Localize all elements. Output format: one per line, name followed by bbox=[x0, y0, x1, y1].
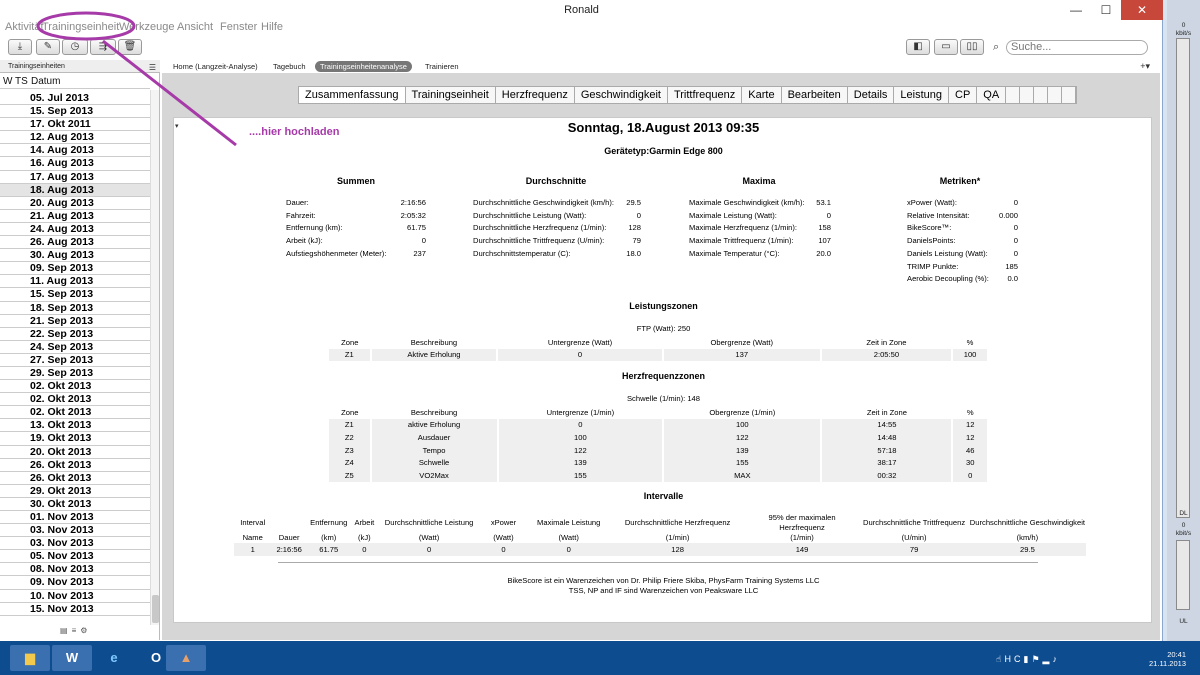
nm-mid-unit: kbit/s bbox=[1175, 530, 1192, 537]
metric-value: 0 bbox=[1013, 223, 1018, 233]
outlook-icon[interactable]: O bbox=[150, 650, 162, 665]
zone-header: Zone bbox=[341, 407, 359, 417]
ride-list-item[interactable]: 17. Aug 2013 bbox=[0, 171, 150, 184]
ride-list-item[interactable]: 29. Sep 2013 bbox=[0, 367, 150, 380]
volume-icon[interactable]: ♪ bbox=[1052, 654, 1060, 664]
ride-list bbox=[0, 92, 150, 616]
zone-cell: 122 bbox=[498, 444, 664, 457]
zone-header: Untergrenze (Watt) bbox=[547, 337, 613, 347]
zone-cell: 38:17 bbox=[821, 456, 952, 469]
ride-list-item[interactable]: 30. Okt 2013 bbox=[0, 498, 150, 511]
interval-cell: 0 bbox=[527, 543, 611, 556]
summen-row bbox=[286, 210, 426, 223]
tab-empty[interactable] bbox=[1048, 87, 1062, 103]
table-row bbox=[329, 469, 988, 482]
menu-werkzeuge[interactable]: Werkzeuge bbox=[119, 21, 175, 33]
menu-fenster[interactable]: Fenster bbox=[220, 21, 258, 33]
interval-header: (kJ) bbox=[358, 533, 371, 542]
metric-label: Maximale Geschwindigkeit (km/h): bbox=[689, 198, 805, 207]
metric-label: Dauer: bbox=[286, 198, 309, 207]
metric-value: 53.1 bbox=[816, 198, 831, 207]
close-button[interactable]: ✕ bbox=[1121, 0, 1163, 20]
menu-trainingseinheit[interactable]: Trainingseinheit bbox=[42, 21, 120, 33]
power-zones-table bbox=[329, 336, 989, 361]
tab-trainingseinheit[interactable]: Trainingseinheit bbox=[406, 87, 496, 103]
tab-analyse[interactable]: Trainingseinheitenanalyse bbox=[315, 61, 412, 72]
maxima-row bbox=[689, 235, 831, 248]
metric-label: TRIMP Punkte: bbox=[907, 261, 959, 271]
metriken-row bbox=[907, 248, 1018, 261]
ride-list-item[interactable]: 12. Aug 2013 bbox=[0, 131, 150, 144]
interval-header: 95% der maximalen Herzfrequenz bbox=[768, 513, 836, 532]
ride-list-item[interactable]: 15. Nov 2013 bbox=[0, 603, 150, 616]
ride-list-item[interactable]: 20. Aug 2013 bbox=[0, 197, 150, 210]
zone-cell: 155 bbox=[498, 469, 664, 482]
divider bbox=[278, 562, 1038, 563]
metric-label: Durchschnittliche Trittfrequenz (U/min): bbox=[473, 236, 605, 246]
search-icon: ⌕ bbox=[993, 41, 1000, 53]
zone-header: Zeit in Zone bbox=[866, 407, 907, 417]
zone-cell: Z3 bbox=[329, 444, 371, 457]
device-type: Gerätetyp:Garmin Edge 800 bbox=[604, 146, 723, 156]
ride-list-item[interactable]: 09. Sep 2013 bbox=[0, 262, 150, 275]
ride-list-item[interactable]: 20. Okt 2013 bbox=[0, 446, 150, 459]
zone-cell: 0 bbox=[952, 469, 988, 482]
maxima-row bbox=[689, 222, 831, 235]
tab-cp[interactable]: CP bbox=[949, 87, 977, 103]
zone-cell: 139 bbox=[498, 456, 664, 469]
zone-cell: Z4 bbox=[329, 456, 371, 469]
ride-list-item[interactable]: 02. Okt 2013 bbox=[0, 380, 150, 393]
ride-list-item[interactable]: 21. Aug 2013 bbox=[0, 210, 150, 223]
metric-value: 107 bbox=[818, 236, 831, 246]
table-row bbox=[329, 431, 988, 444]
metric-value: 2:16:56 bbox=[400, 198, 426, 207]
zone-cell: 14:55 bbox=[821, 419, 952, 432]
ie-icon[interactable]: e bbox=[110, 650, 118, 665]
maxima-row bbox=[689, 197, 831, 210]
summen-row bbox=[286, 197, 426, 210]
upload-meter bbox=[1176, 540, 1190, 610]
zone-cell: VO2Max bbox=[371, 469, 498, 482]
metric-value: 61.75 bbox=[406, 223, 426, 233]
split-view-icon[interactable]: ▯▯ bbox=[960, 39, 984, 55]
split-icon[interactable]: ⇶ bbox=[90, 39, 116, 55]
col-w[interactable]: W bbox=[3, 76, 13, 87]
interval-header: (Watt) bbox=[493, 533, 514, 542]
system-tray bbox=[996, 654, 1060, 665]
tab-trittfrequenz[interactable]: Trittfrequenz bbox=[668, 87, 742, 103]
metric-label: Maximale Temperatur (°C): bbox=[689, 248, 780, 258]
durchschnitte-row bbox=[473, 235, 641, 248]
metric-label: Relative Intensität: bbox=[907, 210, 970, 220]
minimize-button[interactable]: — bbox=[1070, 3, 1082, 17]
tab-qa[interactable]: QA bbox=[977, 87, 1006, 103]
maxima-row bbox=[689, 248, 831, 261]
ride-list-item[interactable]: 24. Aug 2013 bbox=[0, 223, 150, 236]
tab-empty[interactable] bbox=[1020, 87, 1034, 103]
ride-list-item[interactable]: 09. Nov 2013 bbox=[0, 576, 150, 589]
nm-mid-value: 0 bbox=[1181, 522, 1186, 529]
intervals-table bbox=[234, 513, 1086, 556]
zone-cell: 30 bbox=[952, 456, 988, 469]
summen-row bbox=[286, 222, 426, 235]
ride-list-item[interactable]: 13. Okt 2013 bbox=[0, 419, 150, 432]
zone-cell: 00:32 bbox=[821, 469, 952, 482]
interval-cell: 128 bbox=[610, 543, 744, 556]
clock[interactable] bbox=[1149, 650, 1186, 668]
zone-cell: Tempo bbox=[371, 444, 498, 457]
table-row bbox=[329, 419, 988, 432]
interval-cell: 1 bbox=[234, 543, 271, 556]
ride-list-item[interactable]: 01. Nov 2013 bbox=[0, 511, 150, 524]
zone-cell: 0 bbox=[498, 419, 664, 432]
network-icon[interactable]: ▂ bbox=[1042, 654, 1053, 664]
zone-cell: Ausdauer bbox=[371, 431, 498, 444]
summen-title: Summen bbox=[336, 176, 375, 186]
edit-icon[interactable]: ✎ bbox=[36, 39, 60, 55]
battery-icon[interactable]: ▮ bbox=[1023, 654, 1032, 664]
sidebar-scrollbar[interactable] bbox=[150, 90, 159, 625]
interval-cell: 61.75 bbox=[307, 543, 351, 556]
ride-list-item[interactable]: 26. Aug 2013 bbox=[0, 236, 150, 249]
tab-tagebuch[interactable]: Tagebuch bbox=[273, 62, 306, 71]
intervalle-title: Intervalle bbox=[643, 491, 684, 501]
tab-empty[interactable] bbox=[1034, 87, 1048, 103]
metric-value: 128 bbox=[628, 223, 641, 233]
metric-label: Aufstiegshöhenmeter (Meter): bbox=[286, 248, 387, 258]
zone-header: % bbox=[966, 407, 974, 417]
col-date[interactable]: Datum bbox=[31, 76, 61, 87]
metric-value: 0 bbox=[826, 210, 831, 220]
app-icon[interactable]: ▲ bbox=[166, 645, 206, 671]
ride-list-item[interactable]: 05. Nov 2013 bbox=[0, 550, 150, 563]
ride-list-item[interactable]: 14. Aug 2013 bbox=[0, 144, 150, 157]
metric-label: Entfernung (km): bbox=[286, 223, 343, 233]
interval-header: (U/min) bbox=[901, 533, 927, 542]
zone-header: Obergrenze (1/min) bbox=[709, 407, 776, 417]
metric-value: 0.000 bbox=[998, 210, 1018, 220]
hr-zones-table bbox=[329, 406, 989, 482]
metric-value: 237 bbox=[413, 248, 426, 258]
menu-hilfe[interactable]: Hilfe bbox=[261, 21, 284, 33]
interval-header: Maximale Leistung bbox=[537, 518, 601, 527]
metric-label: BikeScore™: bbox=[907, 223, 952, 233]
tab-empty[interactable] bbox=[1006, 87, 1020, 103]
zone-cell: 100 bbox=[663, 419, 821, 432]
zone-cell: 57:18 bbox=[821, 444, 952, 457]
annotation-arrow bbox=[103, 41, 236, 145]
collapse-icon[interactable]: ▾ bbox=[175, 123, 179, 130]
metriken-row bbox=[907, 273, 1018, 286]
metric-value: 0.0 bbox=[1007, 274, 1018, 284]
durchschnitte-row bbox=[473, 197, 641, 210]
ride-list-item[interactable]: 18. Aug 2013 bbox=[0, 184, 150, 197]
zone-cell: 2:05:50 bbox=[821, 349, 952, 362]
explorer-icon[interactable]: ▆ bbox=[10, 645, 50, 671]
zone-cell: 100 bbox=[952, 349, 988, 362]
metric-label: Durchschnittstemperatur (C): bbox=[473, 248, 571, 258]
ride-date: Sonntag, 18.August 2013 09:35 bbox=[567, 120, 760, 135]
metric-value: 0 bbox=[1013, 198, 1018, 207]
ride-list-item[interactable]: 26. Okt 2013 bbox=[0, 459, 150, 472]
metric-label: Arbeit (kJ): bbox=[286, 236, 323, 246]
zone-cell: Z1 bbox=[329, 349, 371, 362]
scroll-thumb[interactable] bbox=[152, 595, 159, 623]
metric-value: 29.5 bbox=[626, 198, 641, 207]
tab-home[interactable]: Home (Langzeit-Analyse) bbox=[173, 62, 258, 71]
ride-list-item[interactable]: 22. Sep 2013 bbox=[0, 328, 150, 341]
annotation-text: ....hier hochladen bbox=[249, 126, 340, 138]
zone-cell: 100 bbox=[498, 431, 664, 444]
interval-cell: 149 bbox=[745, 543, 860, 556]
ride-list-item[interactable]: 03. Nov 2013 bbox=[0, 537, 150, 550]
summen-row bbox=[286, 248, 426, 261]
tab-zusammenfassung[interactable]: Zusammenfassung bbox=[299, 87, 406, 103]
interval-cell: 29.5 bbox=[969, 543, 1086, 556]
interval-header: (1/min) bbox=[665, 533, 690, 542]
metric-label: xPower (Watt): bbox=[907, 198, 957, 207]
annotation-ellipse bbox=[38, 13, 134, 39]
ride-list-item[interactable]: 30. Aug 2013 bbox=[0, 249, 150, 262]
taskbar bbox=[0, 641, 1200, 675]
metric-value: 158 bbox=[818, 223, 831, 233]
ride-list-item[interactable]: 17. Okt 2011 bbox=[0, 118, 150, 131]
tab-bearbeiten[interactable]: Bearbeiten bbox=[782, 87, 848, 103]
metric-value: 20.0 bbox=[816, 248, 831, 258]
interval-header: Durchschnittliche Trittfrequenz bbox=[863, 518, 966, 527]
single-view-icon[interactable]: ▭ bbox=[934, 39, 958, 55]
maximize-button[interactable]: ☐ bbox=[1100, 3, 1112, 17]
tab-herzfrequenz[interactable]: Herzfrequenz bbox=[496, 87, 575, 103]
download-icon[interactable]: ⤓ bbox=[8, 39, 32, 55]
metric-value: 18.0 bbox=[626, 248, 641, 258]
metric-value: 0 bbox=[1013, 248, 1018, 258]
metric-value: 0 bbox=[421, 236, 426, 246]
zone-header: Obergrenze (Watt) bbox=[710, 337, 774, 347]
tss-note: TSS, NP and IF sind Warenzeichen von Peaksware LLC bbox=[568, 586, 759, 595]
zone-cell: Aktive Erholung bbox=[371, 349, 498, 362]
interval-header: xPower bbox=[490, 518, 517, 527]
ride-list-item[interactable]: 21. Sep 2013 bbox=[0, 315, 150, 328]
zone-cell: 12 bbox=[952, 431, 988, 444]
zone-cell: Schwelle bbox=[371, 456, 498, 469]
summary-panel bbox=[173, 117, 1152, 623]
ride-list-item[interactable]: 11. Aug 2013 bbox=[0, 275, 150, 288]
ride-list-item[interactable]: 03. Nov 2013 bbox=[0, 524, 150, 537]
schwelle-label: Schwelle (1/min): 148 bbox=[626, 394, 701, 403]
zone-cell: Z1 bbox=[329, 419, 371, 432]
interval-cell: 0 bbox=[480, 543, 527, 556]
zone-cell: 12 bbox=[952, 419, 988, 432]
pointer-icon[interactable]: ☝ bbox=[996, 654, 1005, 664]
durchschnitte-row bbox=[473, 222, 641, 235]
durchschnitte-row bbox=[473, 210, 641, 223]
zone-cell: 137 bbox=[663, 349, 821, 362]
ride-list-item[interactable]: 29. Okt 2013 bbox=[0, 485, 150, 498]
metric-label: Maximale Herzfrequenz (1/min): bbox=[689, 223, 798, 233]
interval-header: (km/h) bbox=[1016, 533, 1039, 542]
tab-geschwindigkeit[interactable]: Geschwindigkeit bbox=[575, 87, 668, 103]
bikescore-note: BikeScore ist ein Warenzeichen von Dr. Philip Friere Skiba, PhysFarm Training Systems LLC bbox=[507, 576, 820, 585]
ride-list-item[interactable]: 02. Okt 2013 bbox=[0, 393, 150, 406]
col-ts[interactable]: TS bbox=[15, 76, 28, 87]
maxima-row bbox=[689, 210, 831, 223]
zone-cell: 139 bbox=[663, 444, 821, 457]
ride-list-item[interactable]: 15. Sep 2013 bbox=[0, 105, 150, 118]
clock-icon[interactable]: ◷ bbox=[62, 39, 88, 55]
metric-label: Aerobic Decoupling (%): bbox=[907, 274, 989, 284]
ride-list-item[interactable]: 19. Okt 2013 bbox=[0, 432, 150, 445]
ride-list-item[interactable]: 26. Okt 2013 bbox=[0, 472, 150, 485]
hfzonen-title: Herzfrequenzzonen bbox=[621, 371, 705, 381]
table-row bbox=[234, 543, 1086, 556]
zone-cell: 0 bbox=[497, 349, 662, 362]
nm-dl: DL bbox=[1179, 510, 1188, 517]
interval-cell: 2:16:56 bbox=[271, 543, 307, 556]
sidebar-footer bbox=[60, 626, 91, 635]
interval-cell: 0 bbox=[351, 543, 379, 556]
interval-header: Durchschnittliche Geschwindigkeit bbox=[969, 518, 1086, 527]
zone-header: Untergrenze (1/min) bbox=[546, 407, 615, 417]
word-icon[interactable]: W bbox=[52, 645, 92, 671]
ride-list-item[interactable]: 10. Nov 2013 bbox=[0, 590, 150, 603]
ride-list-item[interactable]: 02. Okt 2013 bbox=[0, 406, 150, 419]
interval-header: Durchschnittliche Leistung bbox=[384, 518, 474, 527]
durchschnitte-title: Durchschnitte bbox=[525, 176, 587, 186]
metric-label: Durchschnittliche Herzfrequenz (1/min): bbox=[473, 223, 607, 233]
interval-header bbox=[271, 513, 307, 533]
interval-cell: 0 bbox=[378, 543, 480, 556]
gear-icon[interactable]: ⚙ bbox=[80, 626, 92, 635]
interval-cell: 79 bbox=[859, 543, 968, 556]
ride-list-item[interactable]: 18. Sep 2013 bbox=[0, 302, 150, 315]
metric-value: 185 bbox=[1005, 261, 1018, 271]
leistungszonen-title: Leistungszonen bbox=[629, 301, 698, 311]
table-row bbox=[329, 456, 988, 469]
menu-ansicht[interactable]: Ansicht bbox=[177, 21, 214, 33]
metriken-row bbox=[907, 235, 1018, 248]
zone-header: Beschreibung bbox=[410, 407, 458, 417]
metric-label: DanielsPoints: bbox=[907, 236, 956, 246]
metric-label: Durchschnittliche Geschwindigkeit (km/h): bbox=[473, 198, 614, 207]
zone-cell: MAX bbox=[663, 469, 821, 482]
tab-trainieren[interactable]: Trainieren bbox=[425, 62, 459, 71]
clock-date: 21.11.2013 bbox=[1149, 659, 1186, 668]
calendar-icon[interactable]: ▤ bbox=[60, 626, 72, 635]
metriken-row bbox=[907, 210, 1018, 223]
zone-header: Beschreibung bbox=[410, 337, 458, 347]
zone-cell: 14:48 bbox=[821, 431, 952, 444]
metric-label: Maximale Trittfrequenz (1/min): bbox=[689, 236, 794, 246]
analysis-tabs bbox=[298, 86, 1077, 104]
sidebar-toggle-icon[interactable]: ◧ bbox=[906, 39, 930, 55]
interval-header: Interval bbox=[240, 518, 266, 527]
tab-karte[interactable]: Karte bbox=[742, 87, 781, 103]
interval-header: Dauer bbox=[278, 533, 300, 542]
add-tab-icon[interactable]: +▾ bbox=[1140, 61, 1150, 71]
zone-cell: 122 bbox=[663, 431, 821, 444]
ride-list-item[interactable]: 27. Sep 2013 bbox=[0, 354, 150, 367]
zone-cell: 155 bbox=[663, 456, 821, 469]
zone-cell: Z2 bbox=[329, 431, 371, 444]
ftp-label: FTP (Watt): 250 bbox=[636, 324, 691, 333]
metriken-row bbox=[907, 261, 1018, 274]
metriken-row bbox=[907, 222, 1018, 235]
interval-header: (1/min) bbox=[790, 533, 814, 542]
menu-activity[interactable]: Aktivität bbox=[5, 21, 44, 33]
sidebar-menu-icon[interactable]: ☰ bbox=[148, 63, 156, 72]
nm-ul: UL bbox=[1179, 618, 1188, 625]
ride-list-item[interactable]: 08. Nov 2013 bbox=[0, 563, 150, 576]
nm-top-unit: kbit/s bbox=[1175, 30, 1192, 37]
metric-label: Fahrzeit: bbox=[286, 210, 316, 220]
annotation-overlay bbox=[0, 0, 400, 160]
window-title: Ronald bbox=[564, 4, 599, 16]
ride-list-item[interactable]: 05. Jul 2013 bbox=[0, 92, 150, 105]
zone-header: Zeit in Zone bbox=[866, 337, 907, 347]
metric-label: Daniels Leistung (Watt): bbox=[907, 248, 988, 258]
metric-label: Durchschnittliche Leistung (Watt): bbox=[473, 210, 587, 220]
nm-top-value: 0 bbox=[1181, 22, 1186, 29]
metric-value: 0 bbox=[1013, 236, 1018, 246]
flag-icon[interactable]: ⚑ bbox=[1031, 654, 1043, 664]
metric-value: 2:05:32 bbox=[400, 210, 426, 220]
sidebar-title: Trainingseinheiten bbox=[8, 63, 65, 70]
interval-header: Durchschnittliche Herzfrequenz bbox=[624, 518, 731, 527]
download-meter bbox=[1176, 38, 1190, 518]
durchschnitte-row bbox=[473, 248, 641, 261]
summen-row bbox=[286, 235, 426, 248]
ride-list-item[interactable]: 24. Sep 2013 bbox=[0, 341, 150, 354]
interval-header: Name bbox=[242, 533, 263, 542]
table-row bbox=[329, 444, 988, 457]
clock-time: 20:41 bbox=[1167, 650, 1186, 659]
maxima-title: Maxima bbox=[742, 176, 776, 186]
interval-header: (Watt) bbox=[418, 533, 440, 542]
trash-icon[interactable]: 🗑 bbox=[118, 39, 142, 55]
tab-empty[interactable] bbox=[1062, 87, 1076, 103]
interval-header: Entfernung bbox=[310, 518, 348, 527]
zone-cell: aktive Erholung bbox=[371, 419, 498, 432]
tab-details[interactable]: Details bbox=[848, 87, 895, 103]
table-row bbox=[329, 349, 988, 362]
zone-header: Zone bbox=[341, 337, 359, 347]
metric-value: 79 bbox=[632, 236, 641, 246]
list-icon[interactable]: ≡ bbox=[71, 626, 81, 635]
ride-list-item[interactable]: 16. Aug 2013 bbox=[0, 157, 150, 170]
zone-cell: 46 bbox=[952, 444, 988, 457]
interval-header: (km) bbox=[321, 533, 337, 542]
ride-list-item[interactable]: 15. Sep 2013 bbox=[0, 288, 150, 301]
metriken-title: Metriken* bbox=[939, 176, 981, 186]
zone-header: % bbox=[966, 337, 974, 347]
metric-value: 0 bbox=[636, 210, 641, 220]
zone-cell: Z5 bbox=[329, 469, 371, 482]
tray-hc[interactable]: HC bbox=[1004, 654, 1024, 664]
metriken-row bbox=[907, 197, 1018, 210]
search-input[interactable]: Suche... bbox=[1006, 40, 1148, 55]
interval-header: (Watt) bbox=[558, 533, 579, 542]
interval-header: Arbeit bbox=[354, 518, 375, 527]
tab-leistung[interactable]: Leistung bbox=[894, 87, 949, 103]
metric-label: Maximale Leistung (Watt): bbox=[689, 210, 777, 220]
